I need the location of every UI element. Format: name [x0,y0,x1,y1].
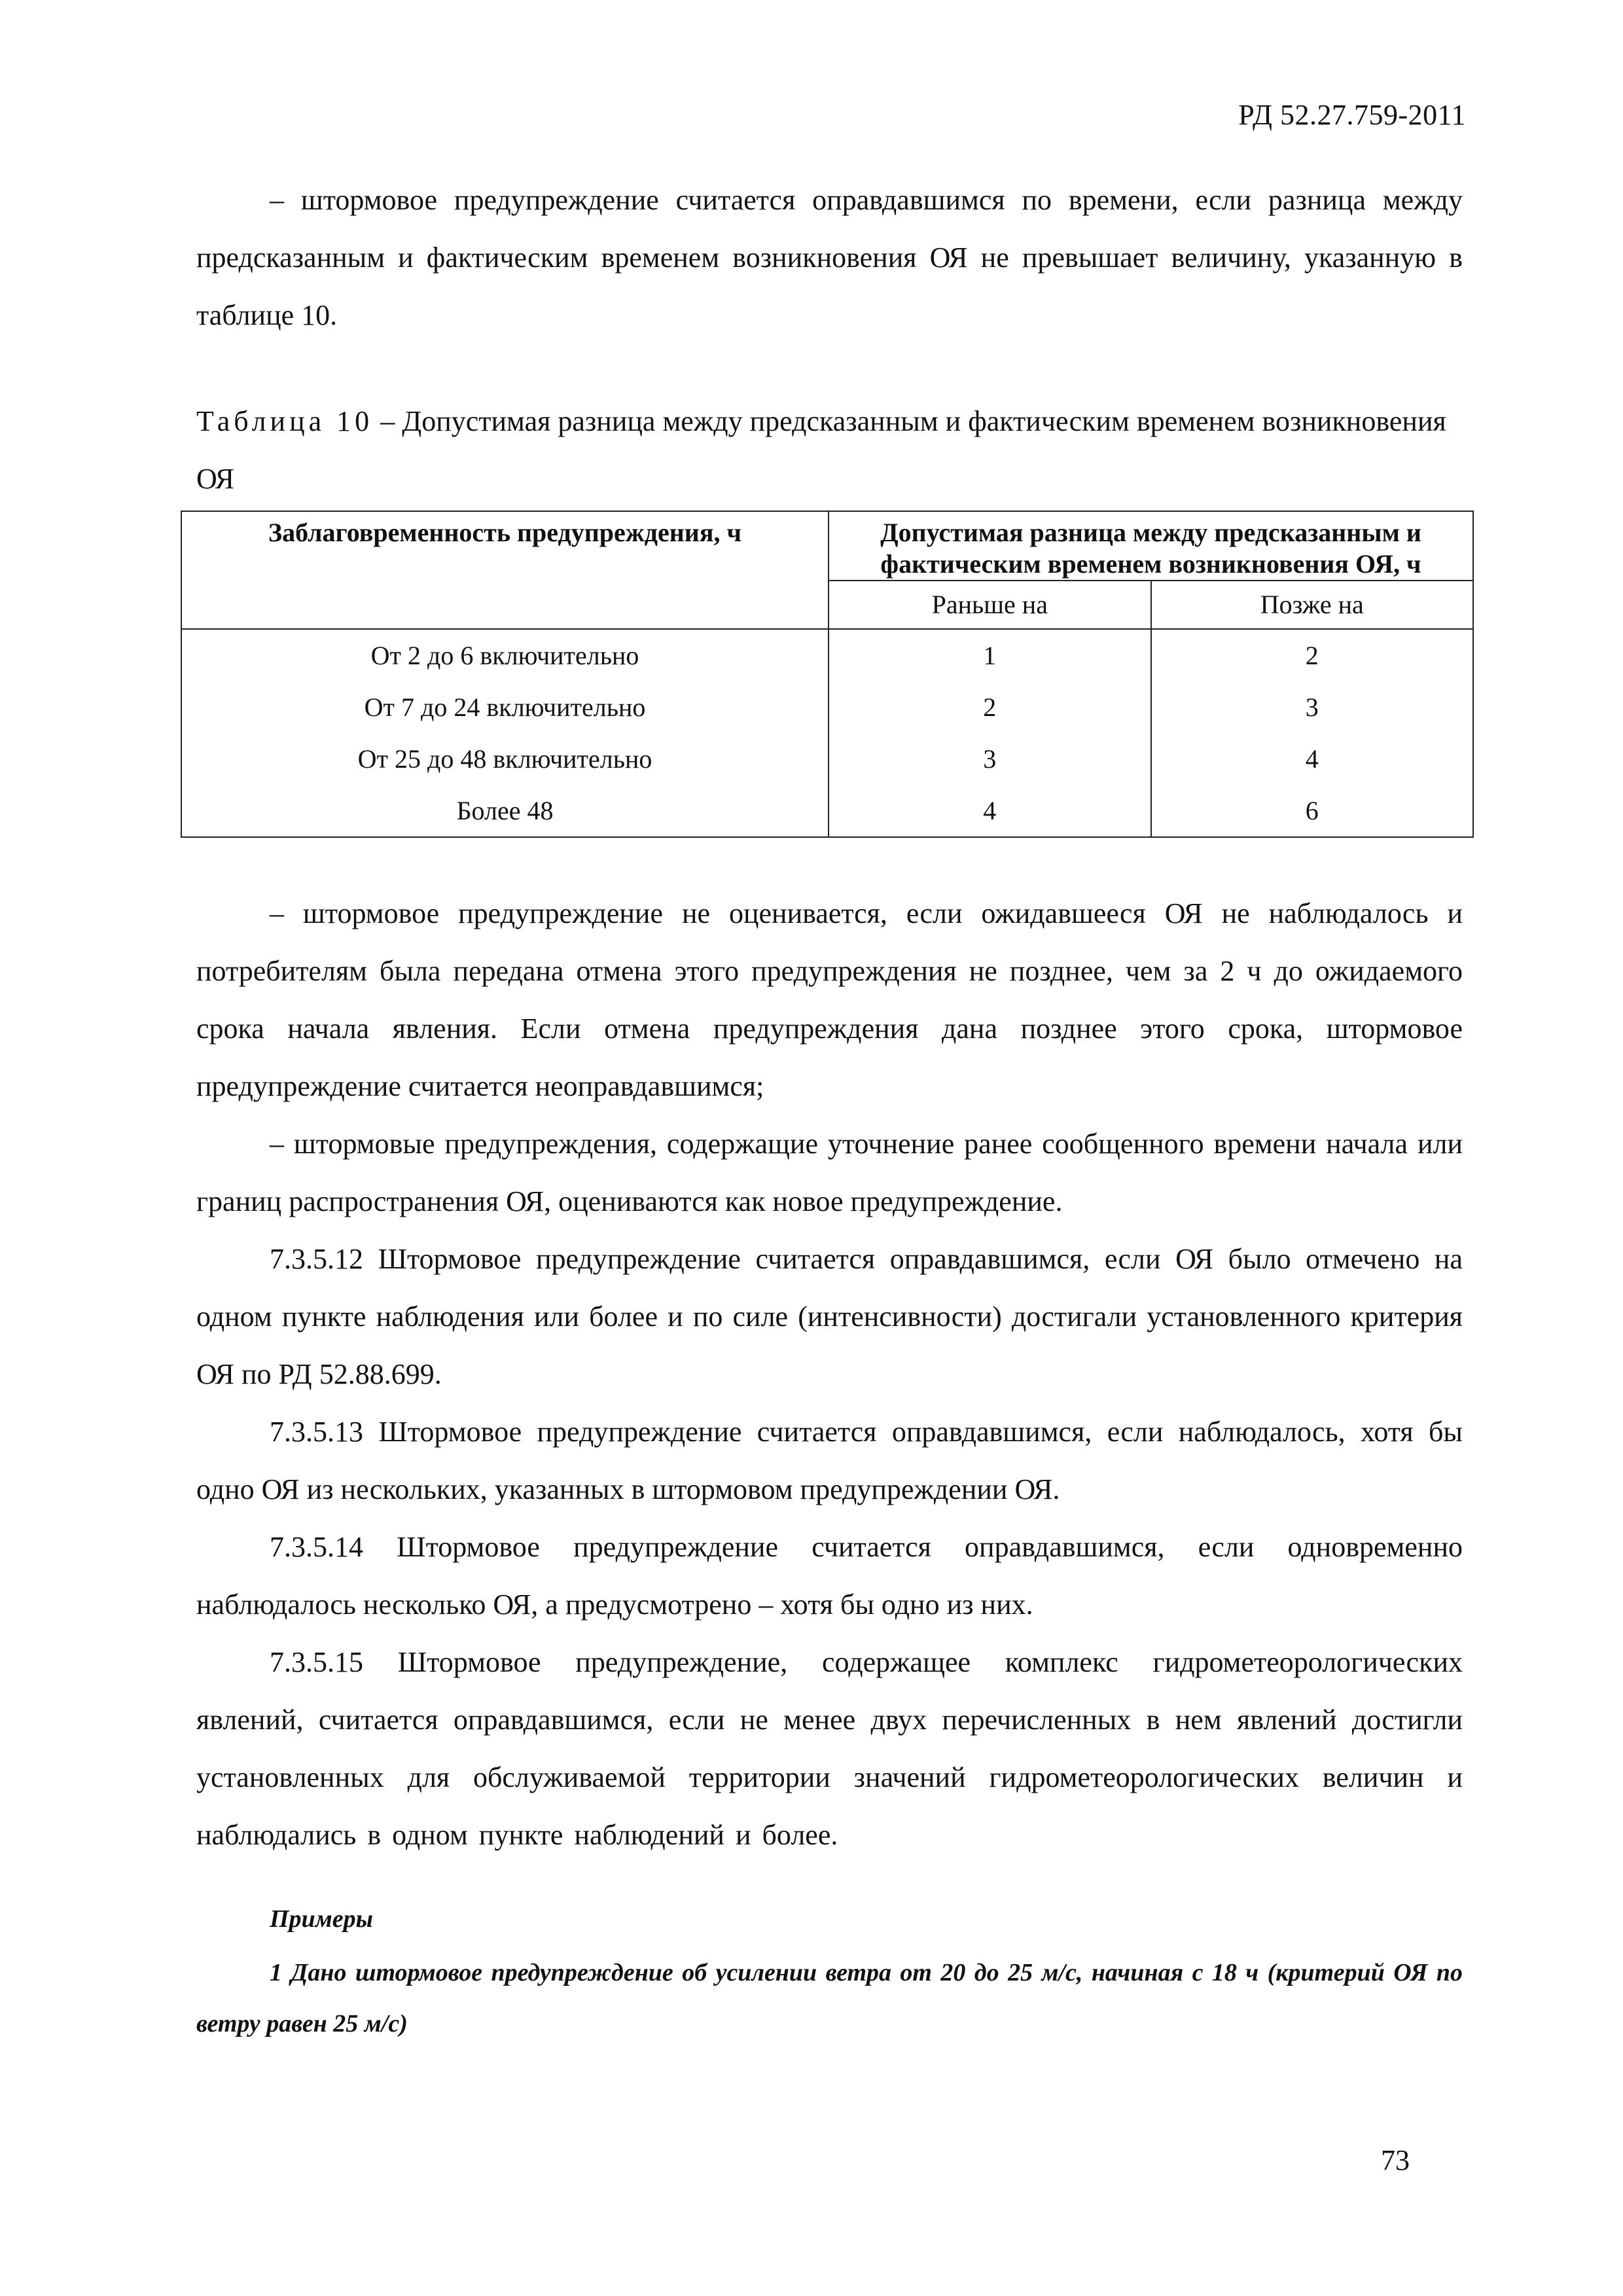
table-cell-lead: Более 48 [181,785,829,837]
table-row [181,629,1473,681]
table-header-lead-time: Заблаговременность предупреждения, ч [181,511,829,629]
table-cell-later: 3 [1151,681,1473,733]
paragraph-7-3-5-15: 7.3.5.15 Штормовое предупреждение, содержащее комплекс гидрометеорологических явлений, считается оправдавшимся, если не менее двух перечисленных в нем явлений достигли установленных для обслуживаемой территории значений гидрометеорологических величин и наблюдались в одном пункте наблюдений и более. [196,1646,1463,1851]
table-caption-text: – Допустимая разница между предсказанным и фактическим временем возникновения ОЯ [196,405,1446,495]
table-cell-earlier: 2 [829,681,1150,733]
table-cell-lead: От 7 до 24 включительно [181,681,829,733]
table-cell-lead: От 25 до 48 включительно [181,733,829,785]
paragraph-7-3-5-12: 7.3.5.12 Штормовое предупреждение считается оправдавшимся, если ОЯ было отмечено на одном пункте наблюдения или более и по силе (интенсивности) достигали установленного критерия ОЯ по РД 52.88.699. [196,1243,1463,1390]
paragraph-not-evaluated: – штормовое предупреждение не оценивается, если ожидавшееся ОЯ не наблюдалось и потребителям была передана отмена этого предупреждения не позднее, чем за 2 ч до ожидаемого срока начала явления. Если отмена предупреждения дана позднее этого срока, штормовое предупреждение считается неоправдавшимся; [196,897,1463,1102]
table-cell-earlier: 4 [829,785,1150,837]
table-row [181,681,1473,733]
table-row [181,733,1473,785]
paragraph-7-3-5-14: 7.3.5.14 Штормовое предупреждение считается оправдавшимся, если одновременно наблюдалось несколько ОЯ, а предусмотрено – хотя бы одно из них. [196,1531,1463,1621]
table-cell-later: 6 [1151,785,1473,837]
examples-title: Примеры [270,1905,373,1933]
table-cell-later: 4 [1151,733,1473,785]
paragraph-time-justification: – штормовое предупреждение считается оправдавшимся по времени, если разница между предсказанным и фактическим временем возникновения ОЯ не превышает величину, указанную в таблице 10. [196,184,1463,331]
example-1: 1 Дано штормовое предупреждение об усилении ветра от 20 до 25 м/с, начиная с 18 ч (критерий ОЯ по ветру равен 25 м/с) [196,1959,1463,2037]
table-cell-lead: От 2 до 6 включительно [181,629,829,681]
allowed-time-difference-table [181,511,1474,838]
paragraph-7-3-5-13: 7.3.5.13 Штормовое предупреждение считается оправдавшимся, если наблюдалось, хотя бы одно ОЯ из нескольких, указанных в штормовом предупреждении ОЯ. [196,1416,1463,1505]
table-header-allowed-difference: Допустимая разница между предсказанным и фактическим временем возникновения ОЯ, ч [829,511,1473,581]
table-subheader-later: Позже на [1151,581,1473,629]
table-row [181,785,1473,837]
table-cell-earlier: 3 [829,733,1150,785]
table-subheader-earlier: Раньше на [829,581,1150,629]
paragraph-refinement: – штормовые предупреждения, содержащие уточнение ранее сообщенного времени начала или границ распространения ОЯ, оцениваются как новое предупреждение. [196,1128,1463,1217]
document-code-header: РД 52.27.759-2011 [1238,99,1466,131]
page-number: 73 [1381,2144,1410,2176]
table-caption-label: Таблица 10 [196,405,374,437]
table-cell-later: 2 [1151,629,1473,681]
table-cell-earlier: 1 [829,629,1150,681]
table-caption [196,393,1463,508]
